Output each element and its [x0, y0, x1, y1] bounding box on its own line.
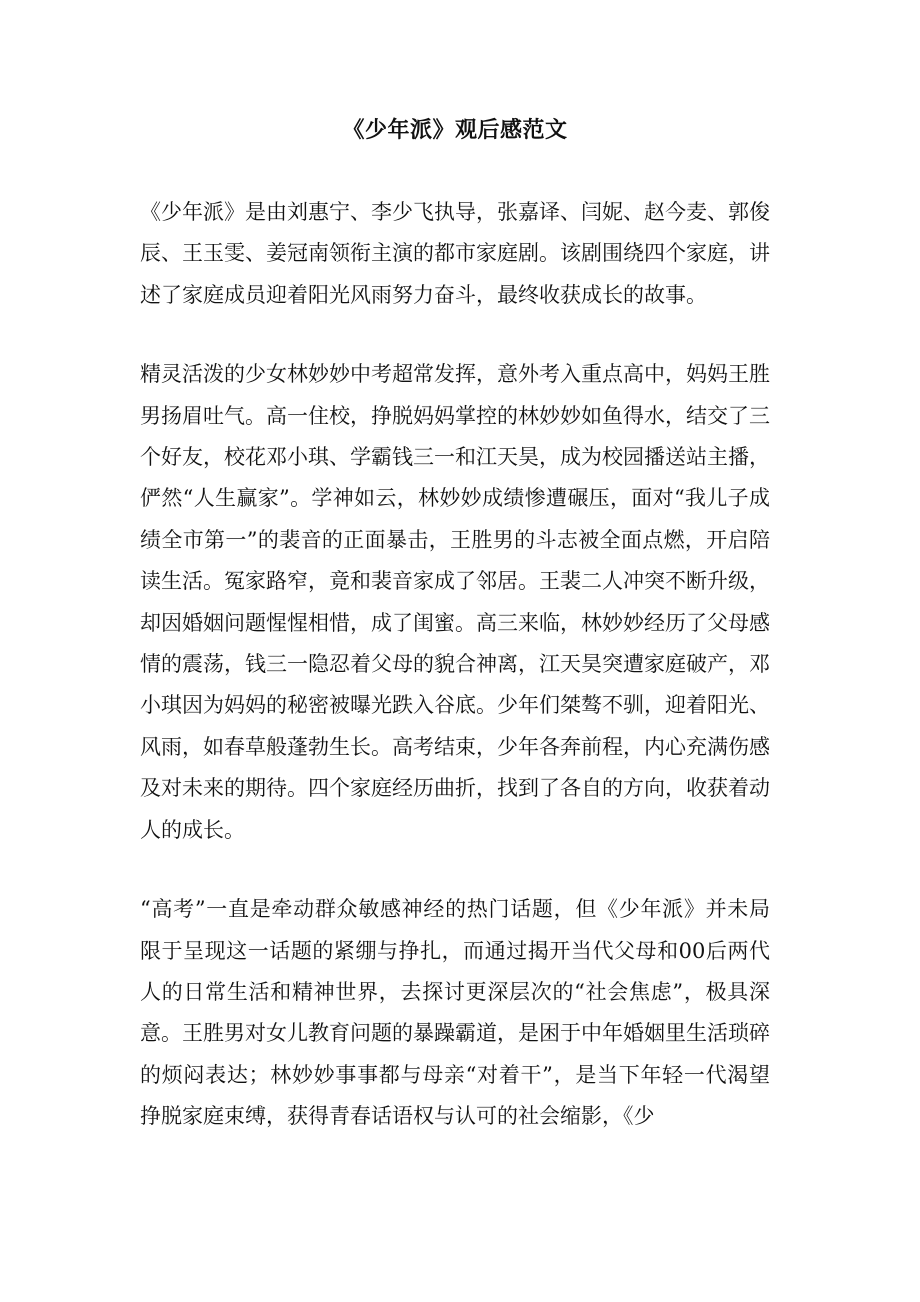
document-title: 《少年派》观后感范文 [342, 117, 568, 143]
intro-paragraph: 《少年派》是由刘惠宁、李少飞执导，张嘉译、闫妮、赵今麦、郭俊辰、王玉雯、姜冠南领衔主演的都市家庭剧。该剧围绕四个家庭，讲述了家庭成员迎着阳光风雨努力奋斗，最终收获成长的故事。 [140, 200, 770, 307]
analysis-paragraph: “高考”一直是牵动群众敏感神经的热门话题，但《少年派》并未局限于呈现这一话题的紧绷与挣扎，而通过揭开当代父母和00后两代人的日常生活和精神世界，去探讨更深层次的“社会焦虑”，极具深意。王胜男对女儿教育问题的暴躁霸道，是困于中年婚姻里生活琐碎的烦闷表达；林妙妙事事都与母亲“对着干”，是当下年轻一代渴望挣脱家庭束缚，获得青春话语权与认可的社会缩影，《少 [140, 897, 770, 1129]
plot-paragraph: 精灵活泼的少女林妙妙中考超常发挥，意外考入重点高中，妈妈王胜男扬眉吐气。高一住校，挣脱妈妈掌控的林妙妙如鱼得水，结交了三个好友，校花邓小琪、学霸钱三一和江天昊，成为校园播送站主播，俨然“人生赢家”。学神如云，林妙妙成绩惨遭碾压，面对“我儿子成绩全市第一”的裴音的正面暴击，王胜男的斗志被全面点燃，开启陪读生活。冤家路窄，竟和裴音家成了邻居。王裴二人冲突不断升级，却因婚姻问题惺惺相惜，成了闺蜜。高三来临，林妙妙经历了父母感情的震荡，钱三一隐忍着父母的貌合神离，江天昊突遭家庭破产，邓小琪因为妈妈的秘密被曝光跌入谷底。少年们桀骜不驯，迎着阳光、风雨，如春草般蓬勃生长。高考结束，少年各奔前程，内心充满伤感及对未来的期待。四个家庭经历曲折，找到了各自的方向，收获着动人的成长。 [140, 362, 770, 842]
